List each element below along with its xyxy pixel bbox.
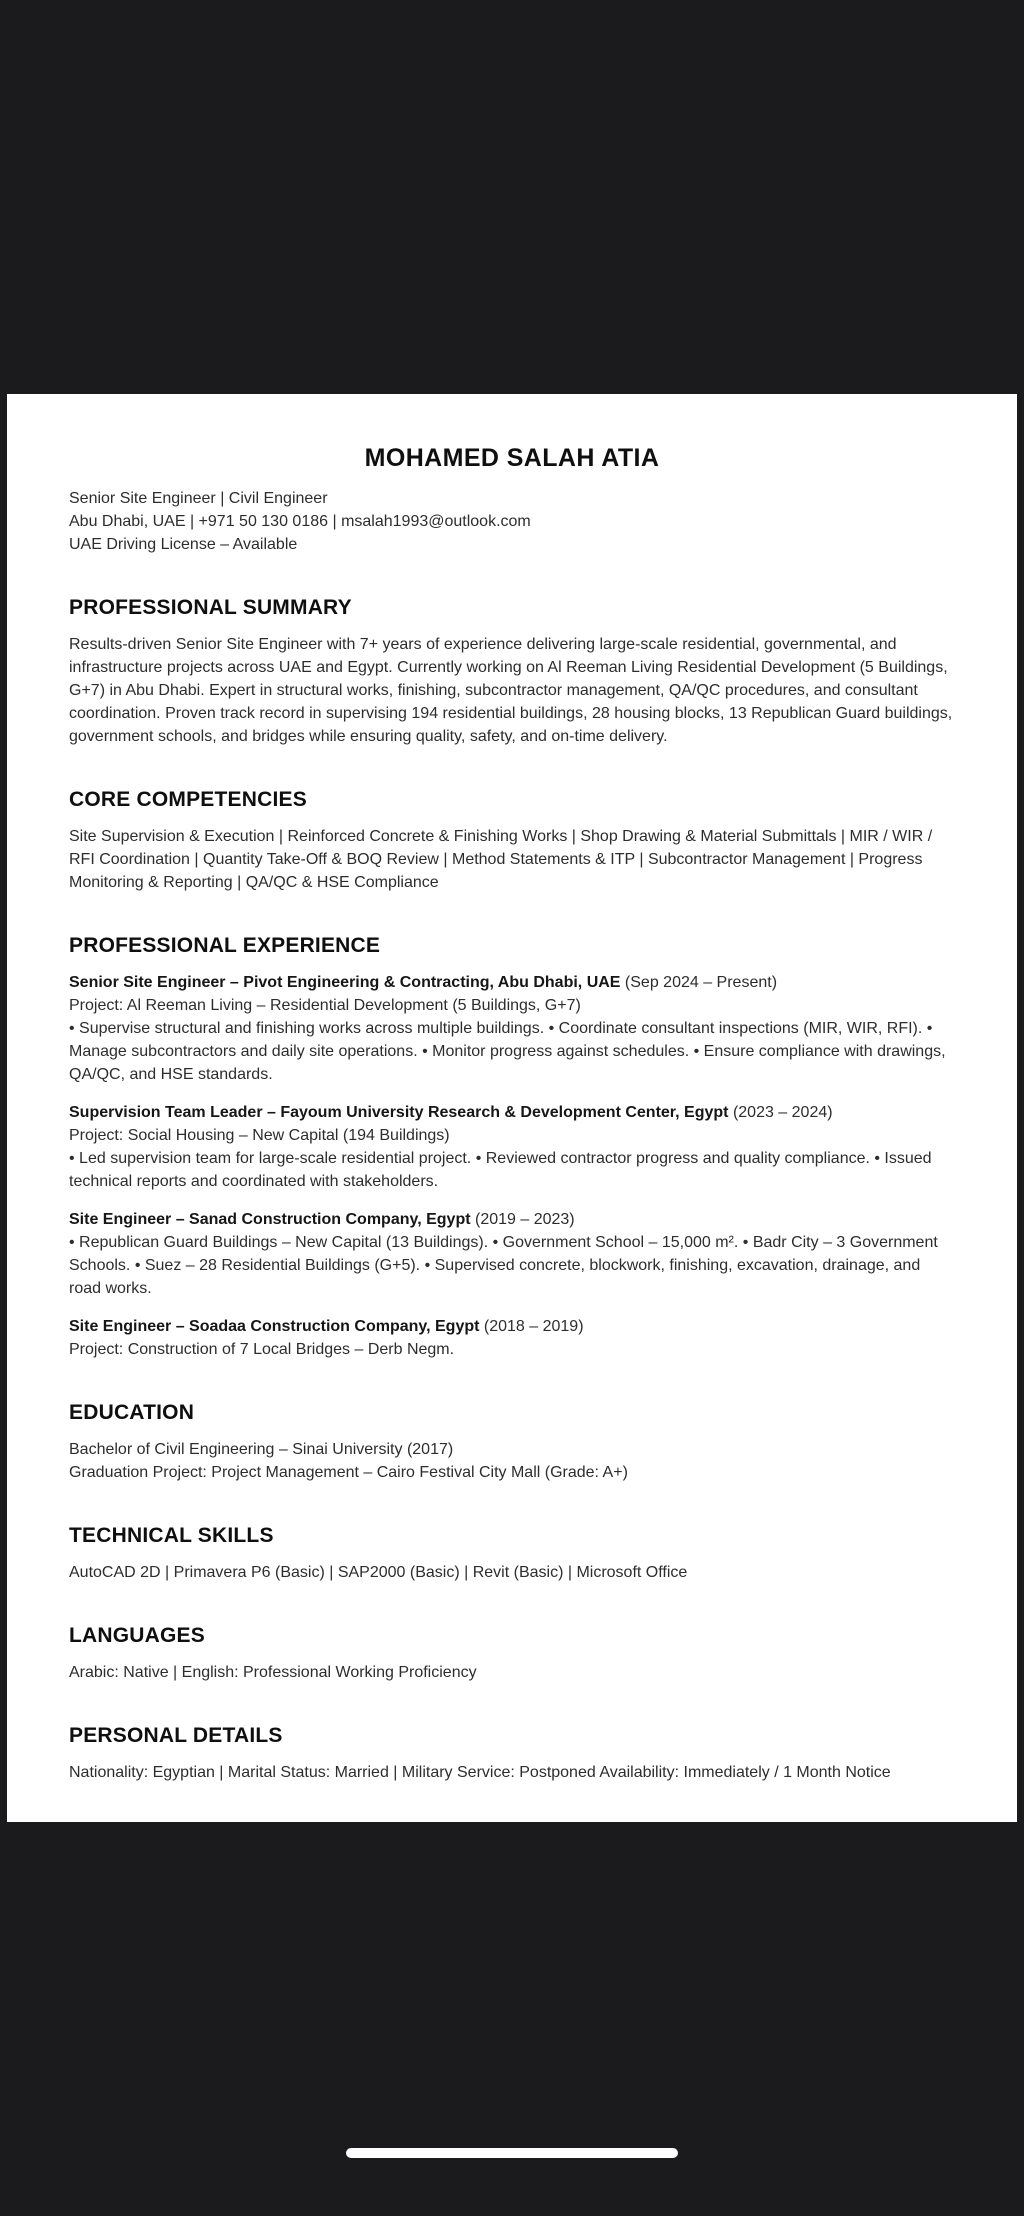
personal-details-text: Nationality: Egyptian | Marital Status: Married | Military Service: Postponed Availability: Immediately / 1 Month Notice xyxy=(69,1764,891,1781)
resume-document xyxy=(7,394,1017,1822)
job-dates: (2018 – 2019) xyxy=(483,1318,584,1335)
section-heading-professional-summary: PROFESSIONAL SUMMARY xyxy=(69,596,352,619)
job-project-line: Project: Construction of 7 Local Bridges – Derb Negm. xyxy=(69,1341,455,1358)
experience-entry-pivot xyxy=(69,971,955,1086)
home-indicator[interactable] xyxy=(346,2148,678,2158)
contact-line-location-phone-email: Abu Dhabi, UAE | +971 50 130 0186 | msalah1993@outlook.com xyxy=(69,513,531,530)
resume-name: MOHAMED SALAH ATIA xyxy=(364,444,660,472)
job-title: Supervision Team Leader – Fayoum University Research & Development Center, Egypt xyxy=(69,1104,729,1121)
experience-entry-soadaa xyxy=(69,1315,955,1361)
languages-text: Arabic: Native | English: Professional Working Proficiency xyxy=(69,1664,477,1681)
section-heading-core-competencies: CORE COMPETENCIES xyxy=(69,788,307,811)
job-title-line xyxy=(69,1101,955,1124)
technical-skills-text: AutoCAD 2D | Primavera P6 (Basic) | SAP2000 (Basic) | Revit (Basic) | Microsoft Office xyxy=(69,1564,688,1581)
job-bullets: • Republican Guard Buildings – New Capital (13 Buildings). • Government School – 15,000 m². • Badr City – 3 Government Schools. • Suez – 28 Residential Buildings (G+5). • Supervised concrete, blockwork, finishing, excavation, drainage, and road works. xyxy=(69,1234,938,1297)
job-project-line: Project: Social Housing – New Capital (194 Buildings) xyxy=(69,1127,450,1144)
job-title-line xyxy=(69,1315,955,1338)
section-heading-technical-skills: TECHNICAL SKILLS xyxy=(69,1524,274,1547)
job-title-line xyxy=(69,971,955,994)
job-bullets: • Supervise structural and finishing works across multiple buildings. • Coordinate consultant inspections (MIR, WIR, RFI). • Manage subcontractors and daily site operations. • Monitor progress against schedules. • Ensure compliance with drawings, QA/QC, and HSE standards. xyxy=(69,1020,946,1083)
job-dates: (2023 – 2024) xyxy=(732,1104,833,1121)
job-dates: (Sep 2024 – Present) xyxy=(624,974,778,991)
education-degree-line: Bachelor of Civil Engineering – Sinai University (2017) xyxy=(69,1441,454,1458)
job-bullets: • Led supervision team for large-scale residential project. • Reviewed contractor progress and quality compliance. • Issued technical reports and coordinated with stakeholders. xyxy=(69,1150,932,1190)
job-title: Site Engineer – Soadaa Construction Company, Egypt xyxy=(69,1318,480,1335)
core-competencies-text: Site Supervision & Execution | Reinforced Concrete & Finishing Works | Shop Drawing & Material Submittals | MIR / WIR / RFI Coordination | Quantity Take-Off & BOQ Review | Method Statements & ITP | Subcontractor Management | Progress Monitoring & Reporting | QA/QC & HSE Compliance xyxy=(69,828,933,891)
professional-summary-text: Results-driven Senior Site Engineer with 7+ years of experience delivering large-scale residential, governmental, and infrastructure projects across UAE and Egypt. Currently working on Al Reeman Living Residential Development (5 Buildings, G+7) in Abu Dhabi. Expert in structural works, finishing, subcontractor management, QA/QC procedures, and consultant coordination. Proven track record in supervising 194 residential buildings, 28 housing blocks, 13 Republican Guard buildings, government schools, and bridges while ensuring quality, safety, and on-time delivery. xyxy=(69,636,953,745)
experience-entry-fayoum xyxy=(69,1101,955,1193)
job-title: Senior Site Engineer – Pivot Engineering & Contracting, Abu Dhabi, UAE xyxy=(69,974,621,991)
section-heading-languages: LANGUAGES xyxy=(69,1624,205,1647)
contact-line-role: Senior Site Engineer | Civil Engineer xyxy=(69,490,328,507)
education-graduation-project-line: Graduation Project: Project Management – Cairo Festival City Mall (Grade: A+) xyxy=(69,1464,628,1481)
job-title-line xyxy=(69,1208,955,1231)
contact-line-driving-license: UAE Driving License – Available xyxy=(69,536,298,553)
section-heading-professional-experience: PROFESSIONAL EXPERIENCE xyxy=(69,934,381,957)
section-heading-education: EDUCATION xyxy=(69,1401,195,1424)
section-heading-personal-details: PERSONAL DETAILS xyxy=(69,1724,283,1747)
contact-block xyxy=(69,487,955,556)
job-project-line: Project: Al Reeman Living – Residential Development (5 Buildings, G+7) xyxy=(69,997,581,1014)
job-dates: (2019 – 2023) xyxy=(475,1211,575,1228)
job-title: Site Engineer – Sanad Construction Company, Egypt xyxy=(69,1211,471,1228)
experience-entry-sanad xyxy=(69,1208,955,1300)
